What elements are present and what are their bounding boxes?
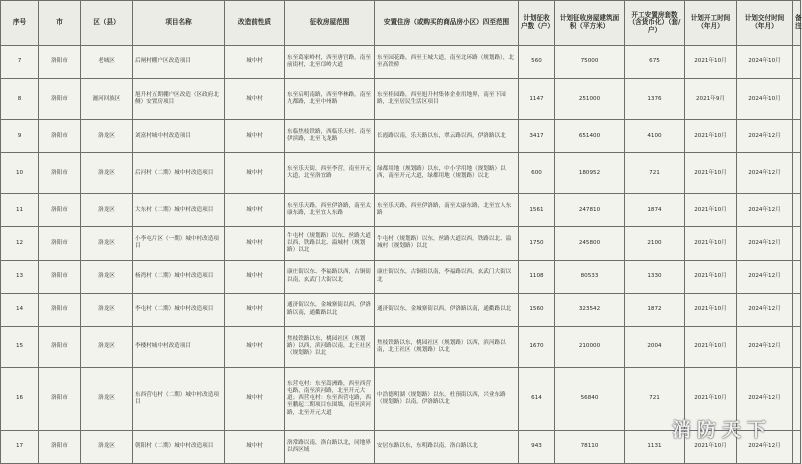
cell-project-name: 后闸村棚户区改造项目 [133,46,225,79]
cell-resettle: 焦枝铁路以东，桃园社区（规划路）以西，滨河路以南，北王社区（规划路）以北 [375,326,519,367]
cell-delivery: 2024年10月 [737,79,793,120]
cell-nature: 城中村 [225,153,285,194]
cell-district: 洛龙区 [81,367,133,430]
cell-nature: 城中村 [225,260,285,293]
header-remark: 备注 [793,1,801,46]
cell-district: 洛龙区 [81,293,133,326]
cell-nature: 城中村 [225,430,285,463]
cell-delivery: 2024年12月 [737,367,793,430]
cell-project-name: 旭升村五期棚户区改造（区政府北侧）安置房项目 [133,79,225,120]
cell-no: 10 [1,153,39,194]
cell-city: 洛阳市 [39,120,81,153]
cell-district: 洛龙区 [81,153,133,194]
table-row [1,227,801,260]
table-row [1,260,801,293]
cell-remark [793,46,801,79]
watermark-text: 消防天下 [671,419,772,441]
cell-households: 1560 [519,293,555,326]
cell-nature: 城中村 [225,326,285,367]
cell-resettle: 牛屯村（规划路）以东，丝路大道以西，铁路以北、溢城村（规划路）以北 [375,227,519,260]
cell-project-name: 朝阳村（二期）城中村改造项目 [133,430,225,463]
cell-district: 洛龙区 [81,227,133,260]
table-row [1,194,801,227]
cell-start: 2021年10月 [685,153,737,194]
cell-area: 251000 [555,79,625,120]
cell-scope: 东至乐天路，西至伊洛路，南至太康东路，北至宜人东路 [285,194,375,227]
cell-units: 721 [625,367,685,430]
cell-city: 洛阳市 [39,46,81,79]
cell-delivery: 2024年12月 [737,293,793,326]
cell-no: 11 [1,194,39,227]
cell-remark [793,227,801,260]
cell-project-name: 杨湾村（二期）城中村改造项目 [133,260,225,293]
cell-resettle: 绿都用地（规划路）以东，中小学用地（规划路）以西，南至开元大道，绿都用地（规划路）以北 [375,153,519,194]
cell-delivery: 2024年12月 [737,153,793,194]
cell-district: 老城区 [81,46,133,79]
cell-units: 2004 [625,326,685,367]
cell-remark [793,293,801,326]
cell-delivery: 2024年12月 [737,120,793,153]
cell-no: 12 [1,227,39,260]
table-row [1,326,801,367]
cell-nature: 城中村 [225,79,285,120]
cell-start: 2021年10月 [685,326,737,367]
cell-district: 洛龙区 [81,260,133,293]
cell-remark [793,326,801,367]
cell-units: 1376 [625,79,685,120]
header-no: 序号 [1,1,39,46]
cell-city: 洛阳市 [39,227,81,260]
cell-no: 15 [1,326,39,367]
cell-households: 1670 [519,326,555,367]
cell-households: 560 [519,46,555,79]
cell-units: 1330 [625,260,685,293]
table-row [1,120,801,153]
cell-no: 16 [1,367,39,430]
header-scope: 征收房屋范围 [285,1,375,46]
cell-remark [793,120,801,153]
cell-project-name: 小李屯片区（一期）城中村改造项目 [133,227,225,260]
cell-scope: 牛屯村（规划路）以东、丝路大道以西、铁路以北、溢城村（规划路）以北 [285,227,375,260]
cell-resettle: 通济街以东，金城寨街以西，伊洛路以南，通衢路以北 [375,293,519,326]
cell-units: 1874 [625,194,685,227]
cell-start: 2021年9月 [685,79,737,120]
cell-start: 2021年10月 [685,430,737,463]
cell-remark [793,153,801,194]
cell-city: 洛阳市 [39,367,81,430]
table-row [1,79,801,120]
cell-start: 2021年10月 [685,227,737,260]
cell-remark [793,367,801,430]
header-delivery: 计划交付时间（年月） [737,1,793,46]
header-project-name: 项目名称 [133,1,225,46]
cell-start: 2021年10月 [685,120,737,153]
cell-households: 1108 [519,260,555,293]
cell-scope: 东至启明南路，西至华林路，南至九都路，北至中州路 [285,79,375,120]
cell-district: 洛龙区 [81,430,133,463]
header-nature: 改造前性质 [225,1,285,46]
cell-delivery: 2024年12月 [737,227,793,260]
cell-area: 245800 [555,227,625,260]
cell-nature: 城中村 [225,227,285,260]
cell-resettle: 东至桂园路，西至旭升村集体企业用地界，南至下园路，北至居民生活区项目 [375,79,519,120]
cell-no: 8 [1,79,39,120]
cell-households: 1147 [519,79,555,120]
cell-units: 1131 [625,430,685,463]
cell-scope: 东临焦枝铁路，西临乐天村、南至伊滨路，北至飞龙路 [285,120,375,153]
header-city: 市 [39,1,81,46]
cell-city: 洛阳市 [39,326,81,367]
cell-resettle: 康庄街以东，古铜街以南，李福路以西，玄武门大街以北 [375,260,519,293]
cell-start: 2021年10月 [685,293,737,326]
cell-scope: 焦枝铁路以东，桃园社区（规划路）以西，滨河路以南，北王社区（规划路）以北 [285,326,375,367]
cell-households: 3417 [519,120,555,153]
cell-households: 1561 [519,194,555,227]
cell-area: 323542 [555,293,625,326]
cell-area: 651400 [555,120,625,153]
cell-area: 210000 [555,326,625,367]
cell-nature: 城中村 [225,120,285,153]
cell-nature: 城中村 [225,46,285,79]
cell-no: 14 [1,293,39,326]
cell-households: 1750 [519,227,555,260]
cell-delivery: 2024年10月 [737,46,793,79]
cell-resettle: 长霞路以南，乐天路以东，翠云路以西，伊洛路以北 [375,120,519,153]
cell-units: 1872 [625,293,685,326]
cell-resettle: 安居东路以东，东明路以南，洛白路以北 [375,430,519,463]
header-area: 计划征收房屋建筑面积（平方米） [555,1,625,46]
cell-area: 78110 [555,430,625,463]
header-units: 开工安置房套数（含货币化）（套/户） [625,1,685,46]
cell-start: 2021年10月 [685,260,737,293]
cell-units: 2100 [625,227,685,260]
cell-remark [793,430,801,463]
cell-area: 75000 [555,46,625,79]
cell-scope: 康庄街以东、李福路以西，古铜街以南，玄武门大街以北 [285,260,375,293]
cell-city: 洛阳市 [39,79,81,120]
cell-start: 2021年10月 [685,367,737,430]
cell-units: 4100 [625,120,685,153]
cell-project-name: 李屯村（二期）城中村改造项目 [133,293,225,326]
cell-nature: 城中村 [225,194,285,227]
cell-delivery: 2024年12月 [737,430,793,463]
cell-nature: 城中村 [225,367,285,430]
cell-city: 洛阳市 [39,293,81,326]
cell-units: 675 [625,46,685,79]
cell-resettle: 东至园花路，西至王城大道，南至北环路（规划路），北至高铁桥 [375,46,519,79]
cell-no: 9 [1,120,39,153]
cell-start: 2021年10月 [685,194,737,227]
cell-households: 614 [519,367,555,430]
cell-area: 56840 [555,367,625,430]
cell-scope: 东营屯村：东至嵩洲路，西至西营屯路，南至滨河路，北至开元大道；西营屯村：东至西营屯路，西至鹏起二期项目东围墙，南至滨河路，北至开元大道 [285,367,375,430]
cell-no: 7 [1,46,39,79]
cell-district: 洛龙区 [81,326,133,367]
cell-area: 247810 [555,194,625,227]
header-households: 计划征收户数（户） [519,1,555,46]
cell-city: 洛阳市 [39,430,81,463]
cell-resettle: 中浩德明湖（规划路）以东，杜预街以西，兴业东路（规划路）以南，伊洛路以北 [375,367,519,430]
cell-remark [793,79,801,120]
cell-scope: 东至葛家岭村，西至唐宫路，南至前街村，北至邙岭大道 [285,46,375,79]
cell-district: 瀍河回族区 [81,79,133,120]
table-row [1,293,801,326]
header-resettle: 安置住房（或购买的商品房小区）四至范围 [375,1,519,46]
cell-no: 13 [1,260,39,293]
cell-households: 600 [519,153,555,194]
cell-scope: 通济街以东，金城寨街以西，伊洛路以南，通衢路以北 [285,293,375,326]
cell-city: 洛阳市 [39,194,81,227]
cell-households: 943 [519,430,555,463]
cell-area: 80533 [555,260,625,293]
cell-project-name: 刘富村城中村改造项目 [133,120,225,153]
cell-delivery: 2024年12月 [737,326,793,367]
cell-project-name: 大东村（二期）城中村改造项目 [133,194,225,227]
cell-area: 180952 [555,153,625,194]
cell-resettle: 东至乐天路，西至伊洛路，南至太康东路，北至宜人东路 [375,194,519,227]
cell-remark [793,260,801,293]
cell-no: 17 [1,430,39,463]
header-district: 区（县） [81,1,133,46]
header-row [1,1,801,46]
header-start: 计划开工时间（年月） [685,1,737,46]
cell-nature: 城中村 [225,293,285,326]
table-row [1,46,801,79]
cell-scope: 东至乐天街，西至李营，南至开元大道，北至洛宜路 [285,153,375,194]
cell-start: 2021年10月 [685,46,737,79]
cell-district: 洛龙区 [81,120,133,153]
cell-units: 721 [625,153,685,194]
cell-delivery: 2024年12月 [737,194,793,227]
cell-city: 洛阳市 [39,153,81,194]
cell-district: 洛龙区 [81,194,133,227]
cell-remark [793,194,801,227]
cell-project-name: 后河村（二期）城中村改造项目 [133,153,225,194]
cell-delivery: 2024年12月 [737,260,793,293]
cell-project-name: 李楼村城中村改造项目 [133,326,225,367]
table-row [1,153,801,194]
cell-scope: 洛常路以南，洛白路以北，同地界以西区域 [285,430,375,463]
cell-project-name: 东西营屯村（二期）城中村改造项目 [133,367,225,430]
cell-city: 洛阳市 [39,260,81,293]
